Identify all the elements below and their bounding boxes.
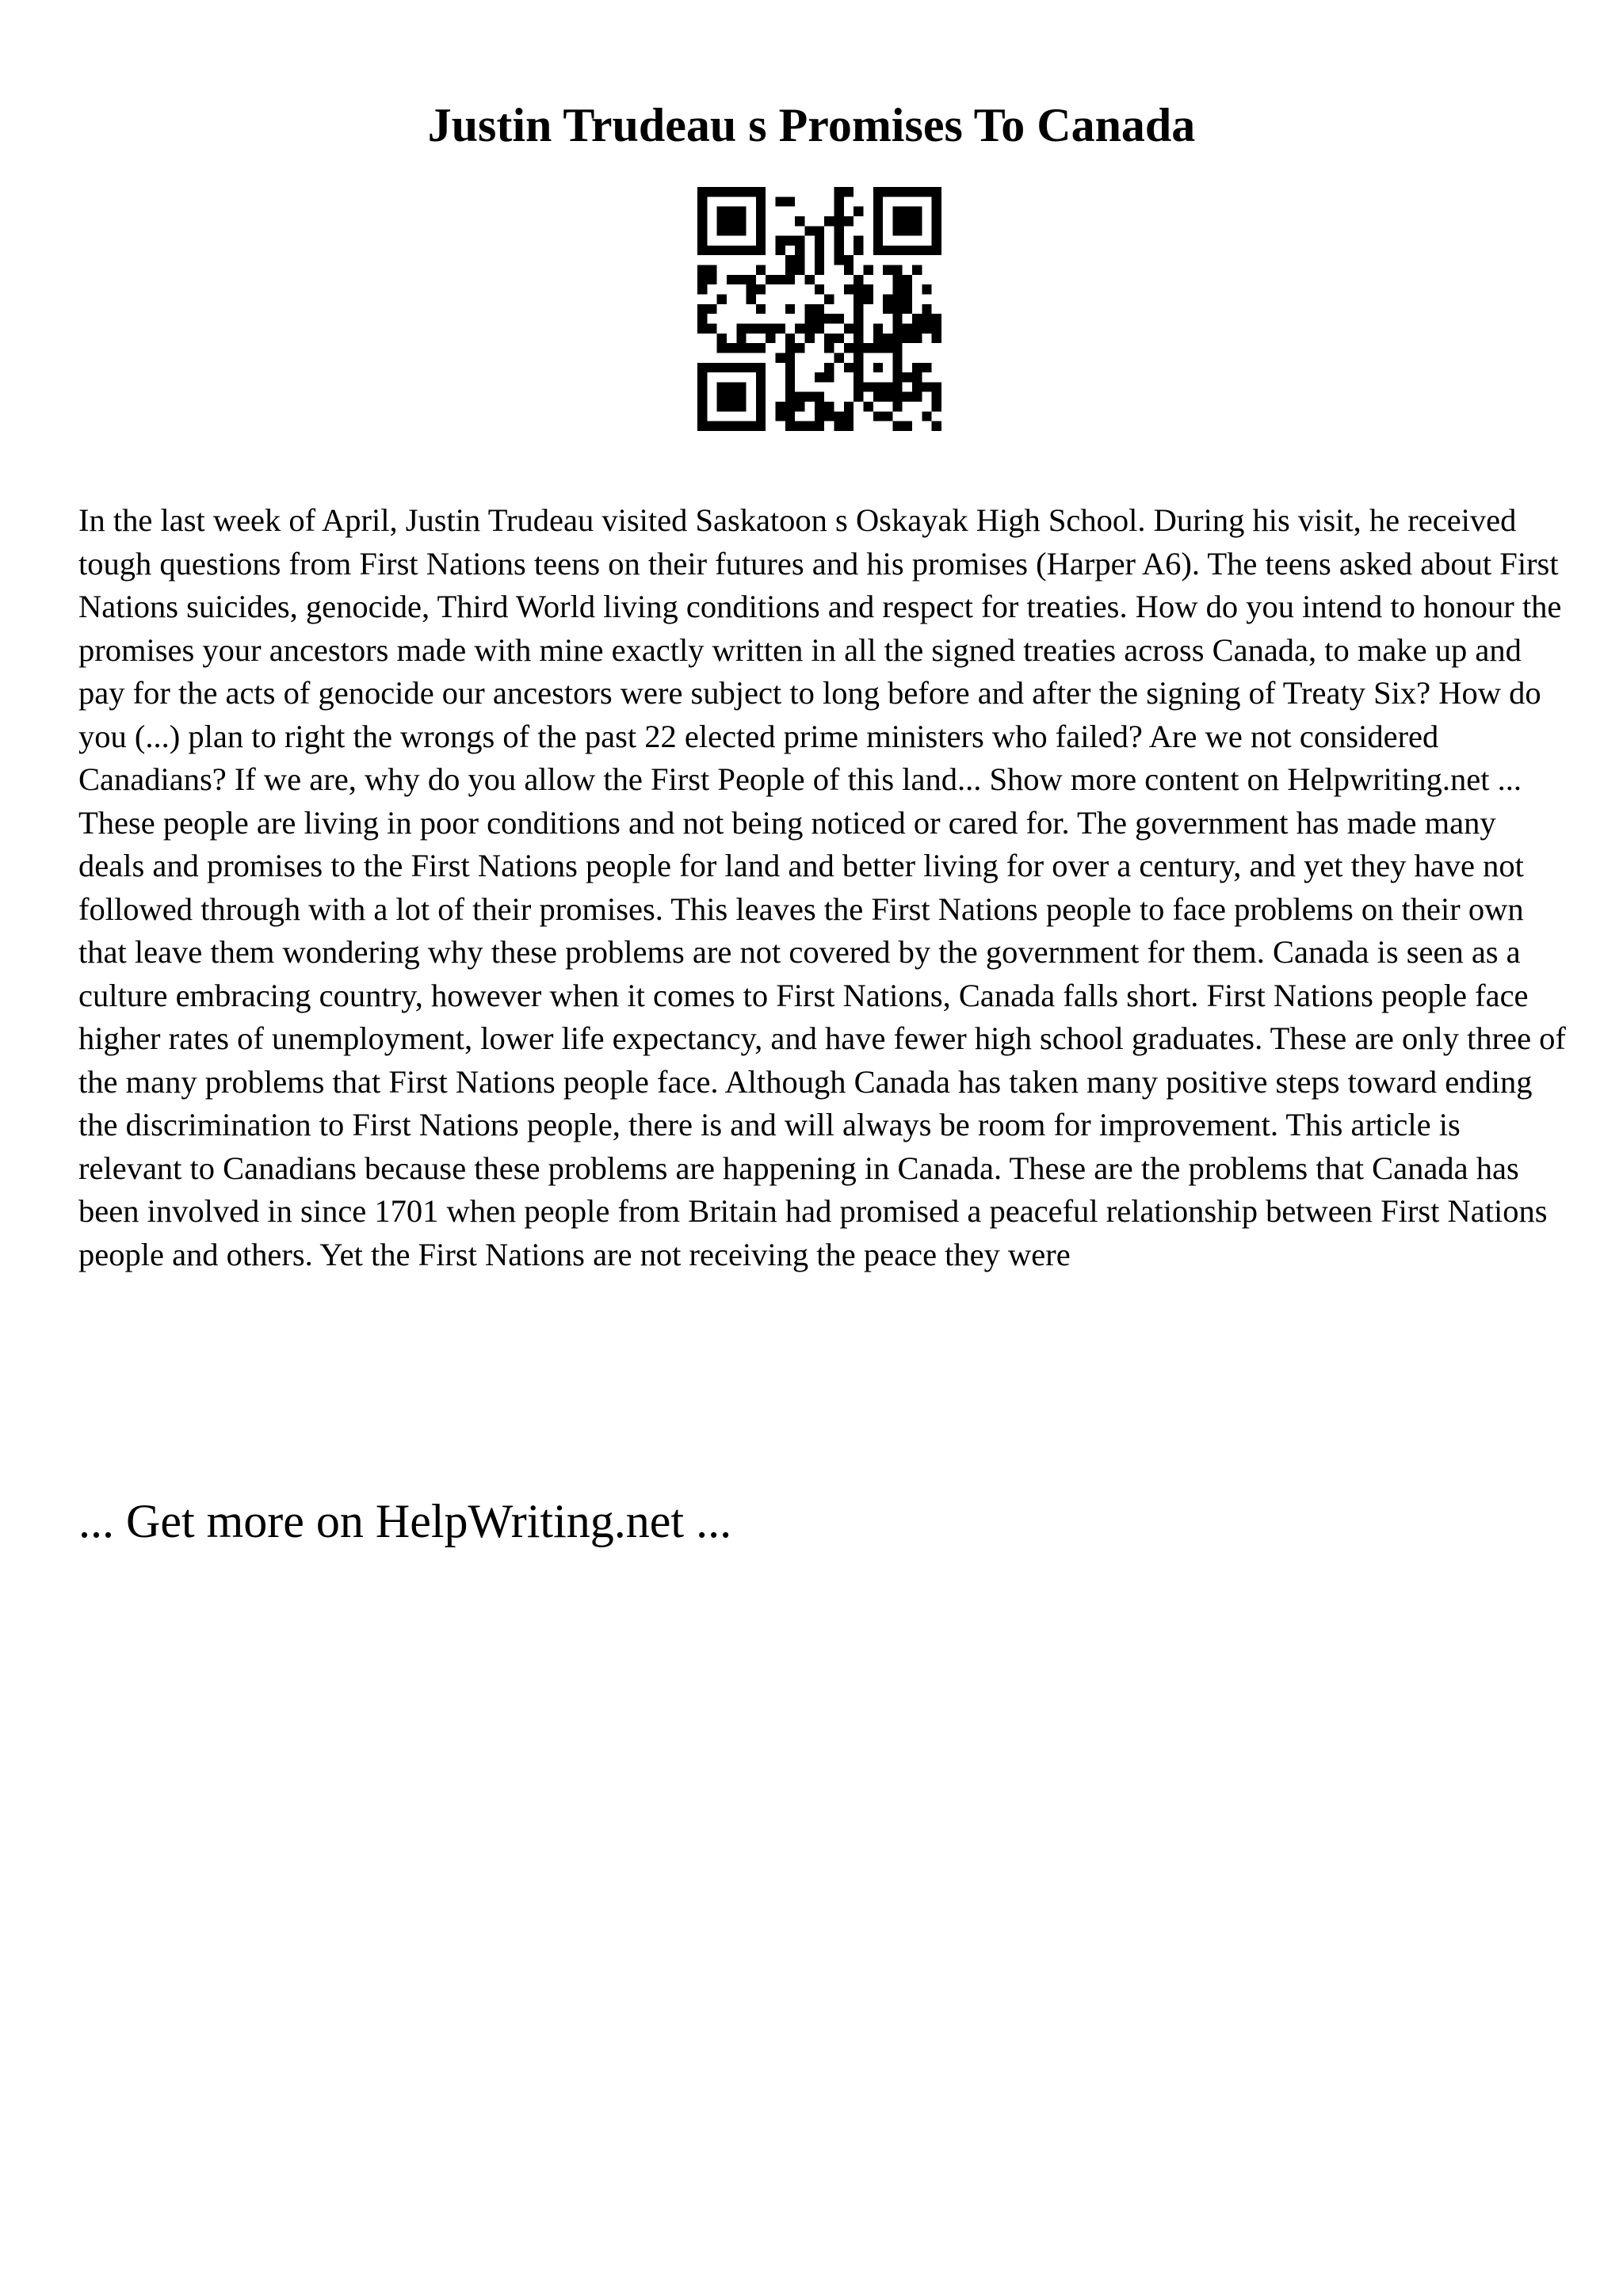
get-more-link[interactable]: ... Get more on HelpWriting.net ... [78,1495,732,1547]
article-paragraph: These people are living in poor conditions and not being noticed or cared for. The government has made many deals and promises to the First Nations people for land and better living for over a century, and yet they have not followed through with a lot of their promises. This leaves the First Nations people to face problems on their own that leave them wondering why these problems are not covered by the government for them. Canada is seen as a culture embracing country, however when it comes to First Nations, Canada falls short. First Nations people face higher rates of unemployment, lower life expectancy, and have fewer high school graduates. These are only three of the many problems that First Nations people face. Although Canada has taken many positive steps toward ending the discrimination to First Nations people, there is and will always be room for improvement. This article is relevant to Canadians because these problems are happening in Canada. These are the problems that Canada has been involved in since 1701 when people from Britain had promised a peaceful relationship between First Nations people and others. Yet the First Nations are not receiving the peace they were [78,804,1566,1272]
article-body [78,499,1568,1276]
document-title: Justin Trudeau s Promises To Canada [427,99,1196,151]
qr-code-icon[interactable] [697,187,941,431]
article-paragraph: In the last week of April, Justin Trudeau visited Saskatoon s Oskayak High School. During his visit, he received tough questions from First Nations teens on their futures and his promises (Harper A6). The teens asked about First Nations suicides, genocide, Third World living conditions and respect for treaties. How do you intend to honour the promises your ancestors made with mine exactly written in all the signed treaties across Canada, to make up and pay for the acts of genocide our ancestors were subject to long before and after the signing of Treaty Six? How do you (...) plan to right the wrongs of the past 22 elected prime ministers who failed? Are we not considered Canadians? If we are, why do you allow the First People of this land... Show more content on Helpwriting.net ... [78,502,1562,797]
